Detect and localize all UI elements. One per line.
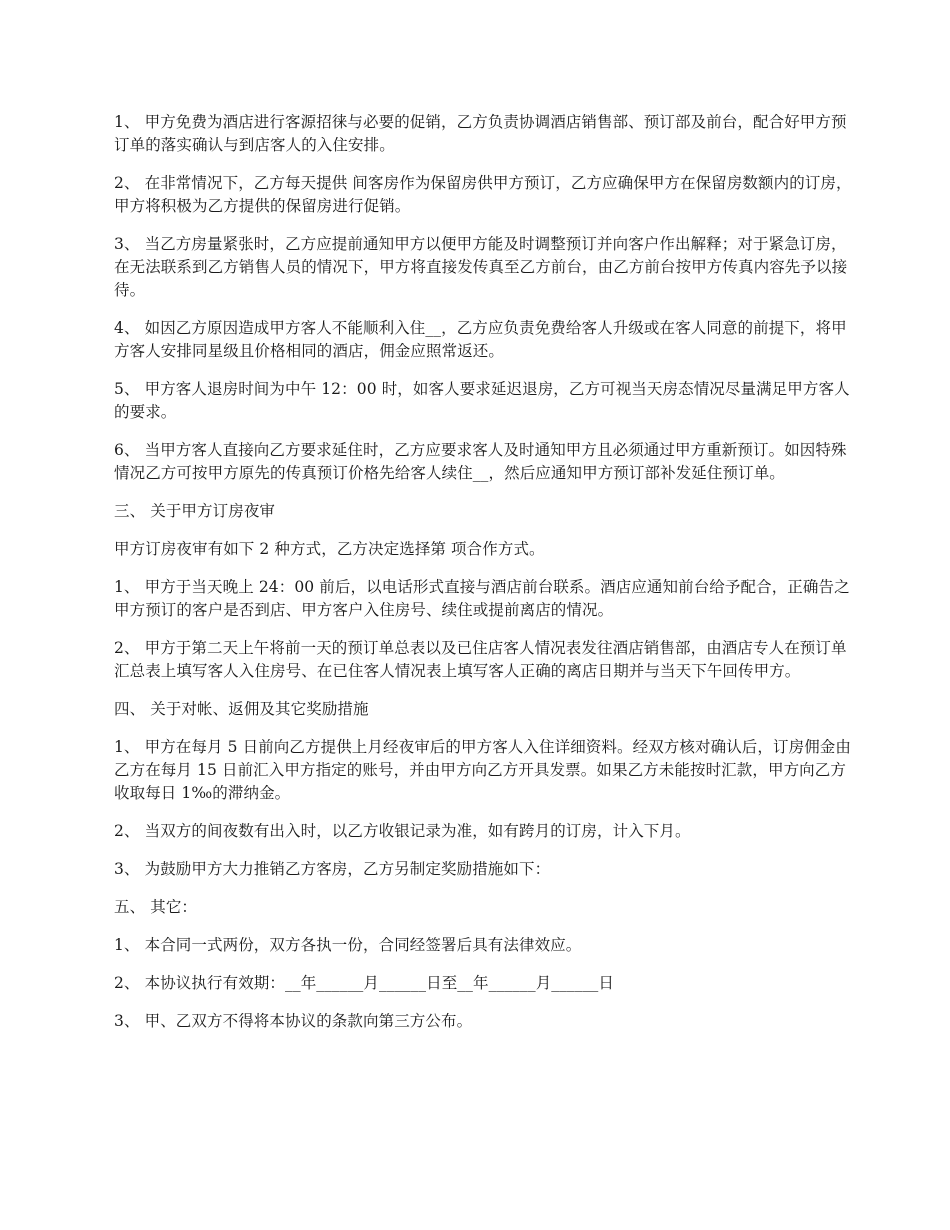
clause-paragraph: 2、 本协议执行有效期：__年______月______日至__年______月______日 [114, 974, 614, 992]
clause-paragraph: 甲方订房夜审有如下 2 种方式，乙方决定选择第 项合作方式。 [114, 540, 545, 558]
section-heading: 三、 关于甲方订房夜审 [114, 502, 276, 520]
clause-paragraph: 1、 本合同一式两份，双方各执一份，合同经签署后具有法律效应。 [114, 936, 582, 954]
clause-paragraph: 3、 甲、乙双方不得将本协议的条款向第三方公布。 [114, 1012, 473, 1030]
clause-paragraph: 5、 甲方客人退房时间为中午 12：00 时，如客人要求延迟退房，乙方可视当天房态情况尽量满足甲方客人的要求。 [114, 380, 850, 421]
clause-paragraph: 1、 甲方在每月 5 日前向乙方提供上月经夜审后的甲方客人入住详细资料。经双方核对确认后，订房佣金由乙方在每月 15 日前汇入甲方指定的账号，并由甲方向乙方开具发票。如果乙方未能按时汇款，甲方向乙方收取每日 1‰的滞纳金。 [114, 738, 852, 802]
clause-paragraph: 2、 当双方的间夜数有出入时，以乙方收银记录为准，如有跨月的订房，计入下月。 [114, 822, 691, 840]
clause-paragraph: 3、 为鼓励甲方大力推销乙方客房，乙方另制定奖励措施如下： [114, 860, 551, 878]
section-heading: 四、 关于对帐、返佣及其它奖励措施 [114, 700, 369, 718]
clause-paragraph: 3、 当乙方房量紧张时，乙方应提前通知甲方以便甲方能及时调整预订并向客户作出解释；对于紧急订房，在无法联系到乙方销售人员的情况下，甲方将直接发传真至乙方前台，由乙方前台按甲方传真内容先予以接待。 [114, 235, 848, 299]
clause-paragraph: 4、 如因乙方原因造成甲方客人不能顺利入住__，乙方应负责免费给客人升级或在客人同意的前提下，将甲方客人安排同星级且价格相同的酒店，佣金应照常返还。 [114, 319, 847, 360]
clause-paragraph: 2、 甲方于第二天上午将前一天的预订单总表以及已住店客人情况表发往酒店销售部，由酒店专人在预订单汇总表上填写客人入住房号、在已住客人情况表上填写客人正确的离店日期并与当天下午回传甲方。 [114, 639, 847, 680]
clause-paragraph: 6、 当甲方客人直接向乙方要求延住时，乙方应要求客人及时通知甲方且必须通过甲方重新预订。如因特殊情况乙方可按甲方原先的传真预订价格先给客人续住__，然后应通知甲方预订部补发延住预订单。 [114, 441, 847, 482]
document-page [114, 111, 854, 1048]
clause-paragraph: 1、 甲方于当天晚上 24：00 前后，以电话形式直接与酒店前台联系。酒店应通知前台给予配合，正确告之甲方预订的客户是否到店、甲方客户入住房号、续住或提前离店的情况。 [114, 578, 850, 619]
clause-paragraph: 2、 在非常情况下，乙方每天提供 间客房作为保留房供甲方预订，乙方应确保甲方在保留房数额内的订房，甲方将积极为乙方提供的保留房进行促销。 [114, 174, 852, 215]
clause-paragraph: 1、 甲方免费为酒店进行客源招徕与必要的促销，乙方负责协调酒店销售部、预订部及前台，配合好甲方预订单的落实确认与到店客人的入住安排。 [114, 113, 847, 154]
section-heading: 五、 其它： [114, 898, 198, 916]
